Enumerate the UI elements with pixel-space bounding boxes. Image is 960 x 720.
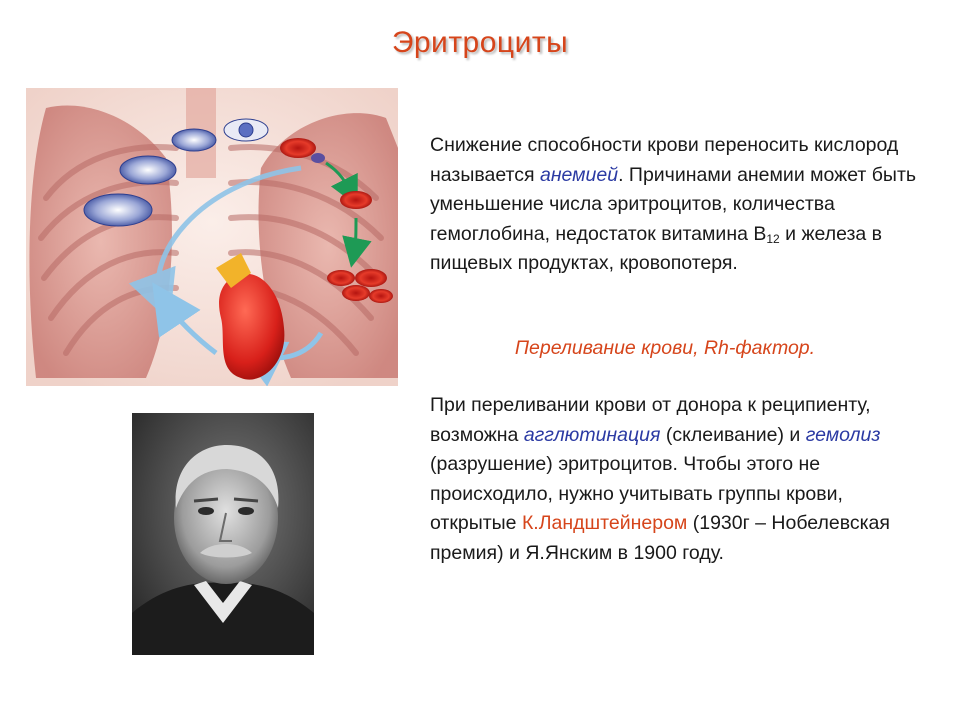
- portrait-photo: [132, 413, 314, 655]
- paragraph-text: и железа в пищевых продуктах, кровопотеря.: [430, 222, 883, 274]
- paragraph-text: (склеивание) и: [660, 423, 806, 446]
- term-agglutination: агглютинация: [523, 423, 661, 446]
- slide-title: Эритроциты: [391, 26, 569, 59]
- transfusion-subheading: Переливание крови, Rh-фактор.: [514, 337, 816, 359]
- term-hemolysis: гемолиз: [805, 423, 881, 446]
- erythrocyte-cycle-illustration: [26, 88, 398, 386]
- name-landsteiner: К.Ландштейнером: [521, 512, 688, 534]
- paragraph-text: . Причинами анемии может быть уменьшение числа эритроцитов, количества гемоглобина, недостаток витамина В: [430, 163, 917, 245]
- subscript-12: 12: [766, 231, 780, 246]
- paragraph-text: При переливании крови от донора к реципиенту, возможна: [430, 394, 871, 446]
- transfusion-paragraph: [430, 391, 920, 568]
- anemia-paragraph: [430, 131, 920, 279]
- paragraph-text: Снижение способности крови переносить кислород называется: [430, 134, 899, 186]
- paragraph-text: (разрушение) эритроцитов. Чтобы этого не происходило, нужно учитывать группы крови, открытые: [430, 453, 843, 534]
- term-anemia: анемией: [539, 163, 619, 186]
- paragraph-text: (1930г – Нобелевская премия) и Я.Янским в 1900 году.: [430, 512, 890, 564]
